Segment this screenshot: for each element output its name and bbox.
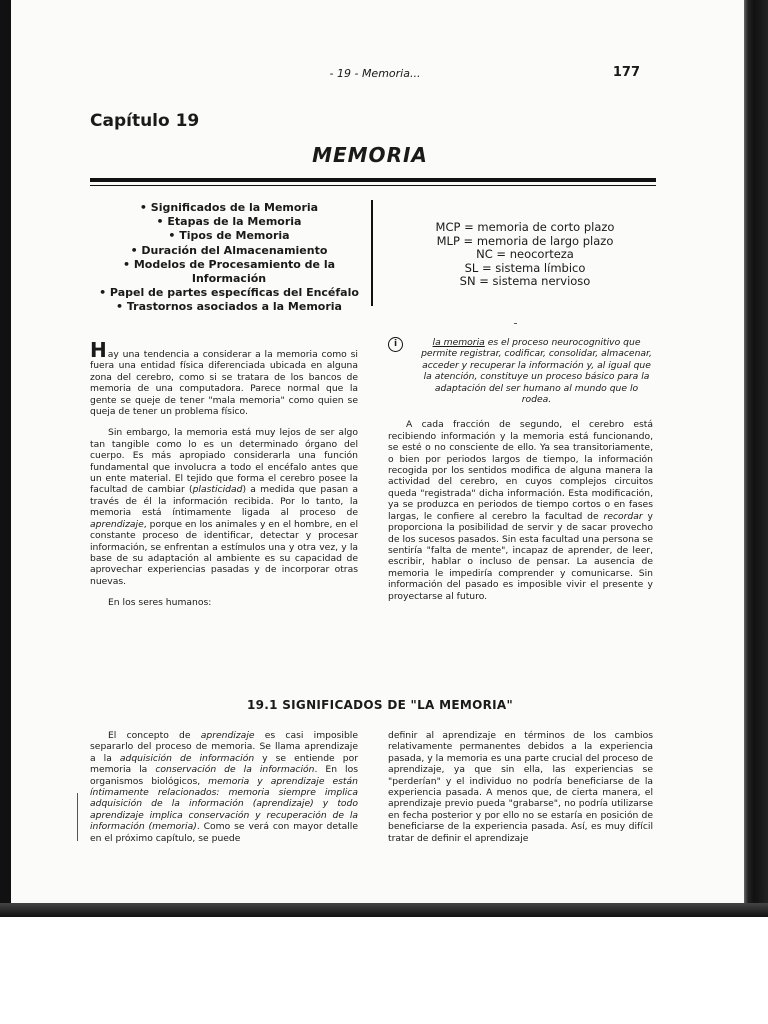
topic-item: • Significados de la Memoria (139, 201, 319, 214)
title-rule-thick (90, 178, 656, 182)
intro-paragraph: Hay una tendencia a considerar a la memoria como si fuera una entidad física diferenciada ubicada en alguna zona del cerebro, como si se tratara de los bancos de memoria de una computadora. Parece normal que la gente se queje de tener "mala memoria" como quien se queja de tener un problema físico. (90, 338, 358, 418)
chapter-topics-list (90, 201, 368, 315)
section-paragraph: El concepto de aprendizaje es casi imposible separarlo del proceso de memoria. Se llama aprendizaje a la adquisición de información y se entiende por memoria la conservación de la información. En los organismos biológicos, memoria y aprendizaje están íntimamente relacionados: memoria siempre implica adquisición de la información (aprendizaje) y todo aprendizaje implica conservación y recuperación de la información (memoria). Como se verá con mayor detalle en el próximo capítulo, se puede (90, 730, 358, 844)
section-column-right (388, 730, 653, 854)
intro-paragraph: En los seres humanos: (108, 597, 212, 609)
intro-column-left (90, 338, 358, 619)
scan-background (0, 917, 768, 1024)
intro-column-right (388, 337, 653, 612)
info-icon: i (388, 337, 403, 352)
abbreviation-row: NC = neocorteza (476, 247, 574, 262)
definition-term: la memoria (432, 337, 485, 348)
topic-item: • Trastornos asociados a la Memoria (116, 300, 342, 314)
scan-edge-left (0, 0, 11, 915)
topics-divider (371, 200, 373, 306)
intro-paragraph: Sin embargo, la memoria está muy lejos de ser algo tan tangible como lo es un determinado órgano del cuerpo. Es más apropiado considerarla una función fundamental que involucra a todo el encéfalo antes que un ente material. El tejido que forma el cerebro posee la facultad de cambiar (plasticidad) a medida que pasan a través de él la información recibida. Por lo tanto, la memoria está íntimamente ligada al proceso de aprendizaje, porque en los animales y en el hombre, en el constante proceso de identificar, detectar y procesar información, se enfrentan a estímulos una y otra vez, y la base de su adaptación al ambiente es su capacidad de aprovechar experiencias pasadas y de incorporar otras nuevas. (90, 427, 358, 587)
topic-item: • Etapas de la Memoria (156, 215, 302, 229)
chapter-title: MEMORIA (312, 143, 428, 167)
abbreviation-row: SN = sistema nervioso (459, 274, 591, 289)
section-column-left (90, 730, 358, 854)
topic-item: • Modelos de Procesamiento de la Información (122, 257, 336, 286)
scan-edge-bottom (0, 903, 768, 917)
section-heading: 19.1 SIGNIFICADOS DE "LA MEMORIA" (246, 698, 514, 712)
scan-speck (514, 323, 517, 324)
body-paragraph: A cada fracción de segundo, el cerebro está recibiendo información y la memoria está funcionando, se esté o no consciente de ello. Ya sea transitoriamente, o bien por periodos largos de tiempo, la información recogida por los sentidos modifica de alguna manera la actividad del cerebro, en cuyos complejos circuitos queda "registrada" dicha información. Esta modificación, ya se produzca en periodos de tiempo cortos o en fases largas, le confiere al cerebro la facultad de recordar y proporciona la posibilidad de servir y de sacar provecho de los sucesos pasados. Sin esta facultad una persona se sentiría "falta de mente", incapaz de aprender, de leer, escribir, hablar o incluso de pensar. La ausencia de memoria le impediría comprender y comunicarse. Sin información del pasado es imposible vivir el presente y proyectarse al futuro. (388, 419, 653, 602)
abbreviation-row: SL = sistema límbico (464, 260, 586, 275)
definition-text: es el proceso neurocognitivo que permite registrar, codificar, consolidar, almacenar, acceder y recuperar la información y, al igual que la atención, constituye un proceso básico para la adaptación del ser humano al mundo que lo rodea. (421, 337, 652, 406)
abbreviation-row: MCP = memoria de corto plazo (435, 220, 615, 234)
page-number: 177 (612, 65, 640, 80)
abbreviations-list (400, 221, 650, 289)
margin-pencil-mark (77, 793, 78, 841)
scan-edge-right (744, 0, 768, 915)
running-head: - 19 - Memoria... (329, 67, 421, 80)
section-paragraph: definir al aprendizaje en términos de los cambios relativamente permanentes debidos a la experiencia pasada, y la memoria es una parte crucial del proceso de aprendizaje, ya que sin ella, las experiencias se "perderían" y el individuo no podría beneficiarse de la experiencia pasada. A menos que, de cierta manera, el aprendizaje previo pueda "grabarse", no podría utilizarse en fecha posterior y por ello no se estaría en posición de beneficiarse de la experiencia pasada. Así, es muy difícil tratar de definir el aprendizaje (388, 730, 653, 844)
topic-item: • Duración del Almacenamiento (130, 243, 328, 257)
drop-cap: H (90, 338, 107, 362)
topic-item: • Papel de partes específicas del Encéfalo (99, 286, 359, 300)
chapter-label: Capítulo 19 (90, 111, 200, 131)
definition-box (388, 337, 653, 405)
abbreviation-row: MLP = memoria de largo plazo (436, 233, 614, 248)
title-rule-thin (90, 185, 656, 186)
topic-item: • Tipos de Memoria (168, 229, 290, 243)
